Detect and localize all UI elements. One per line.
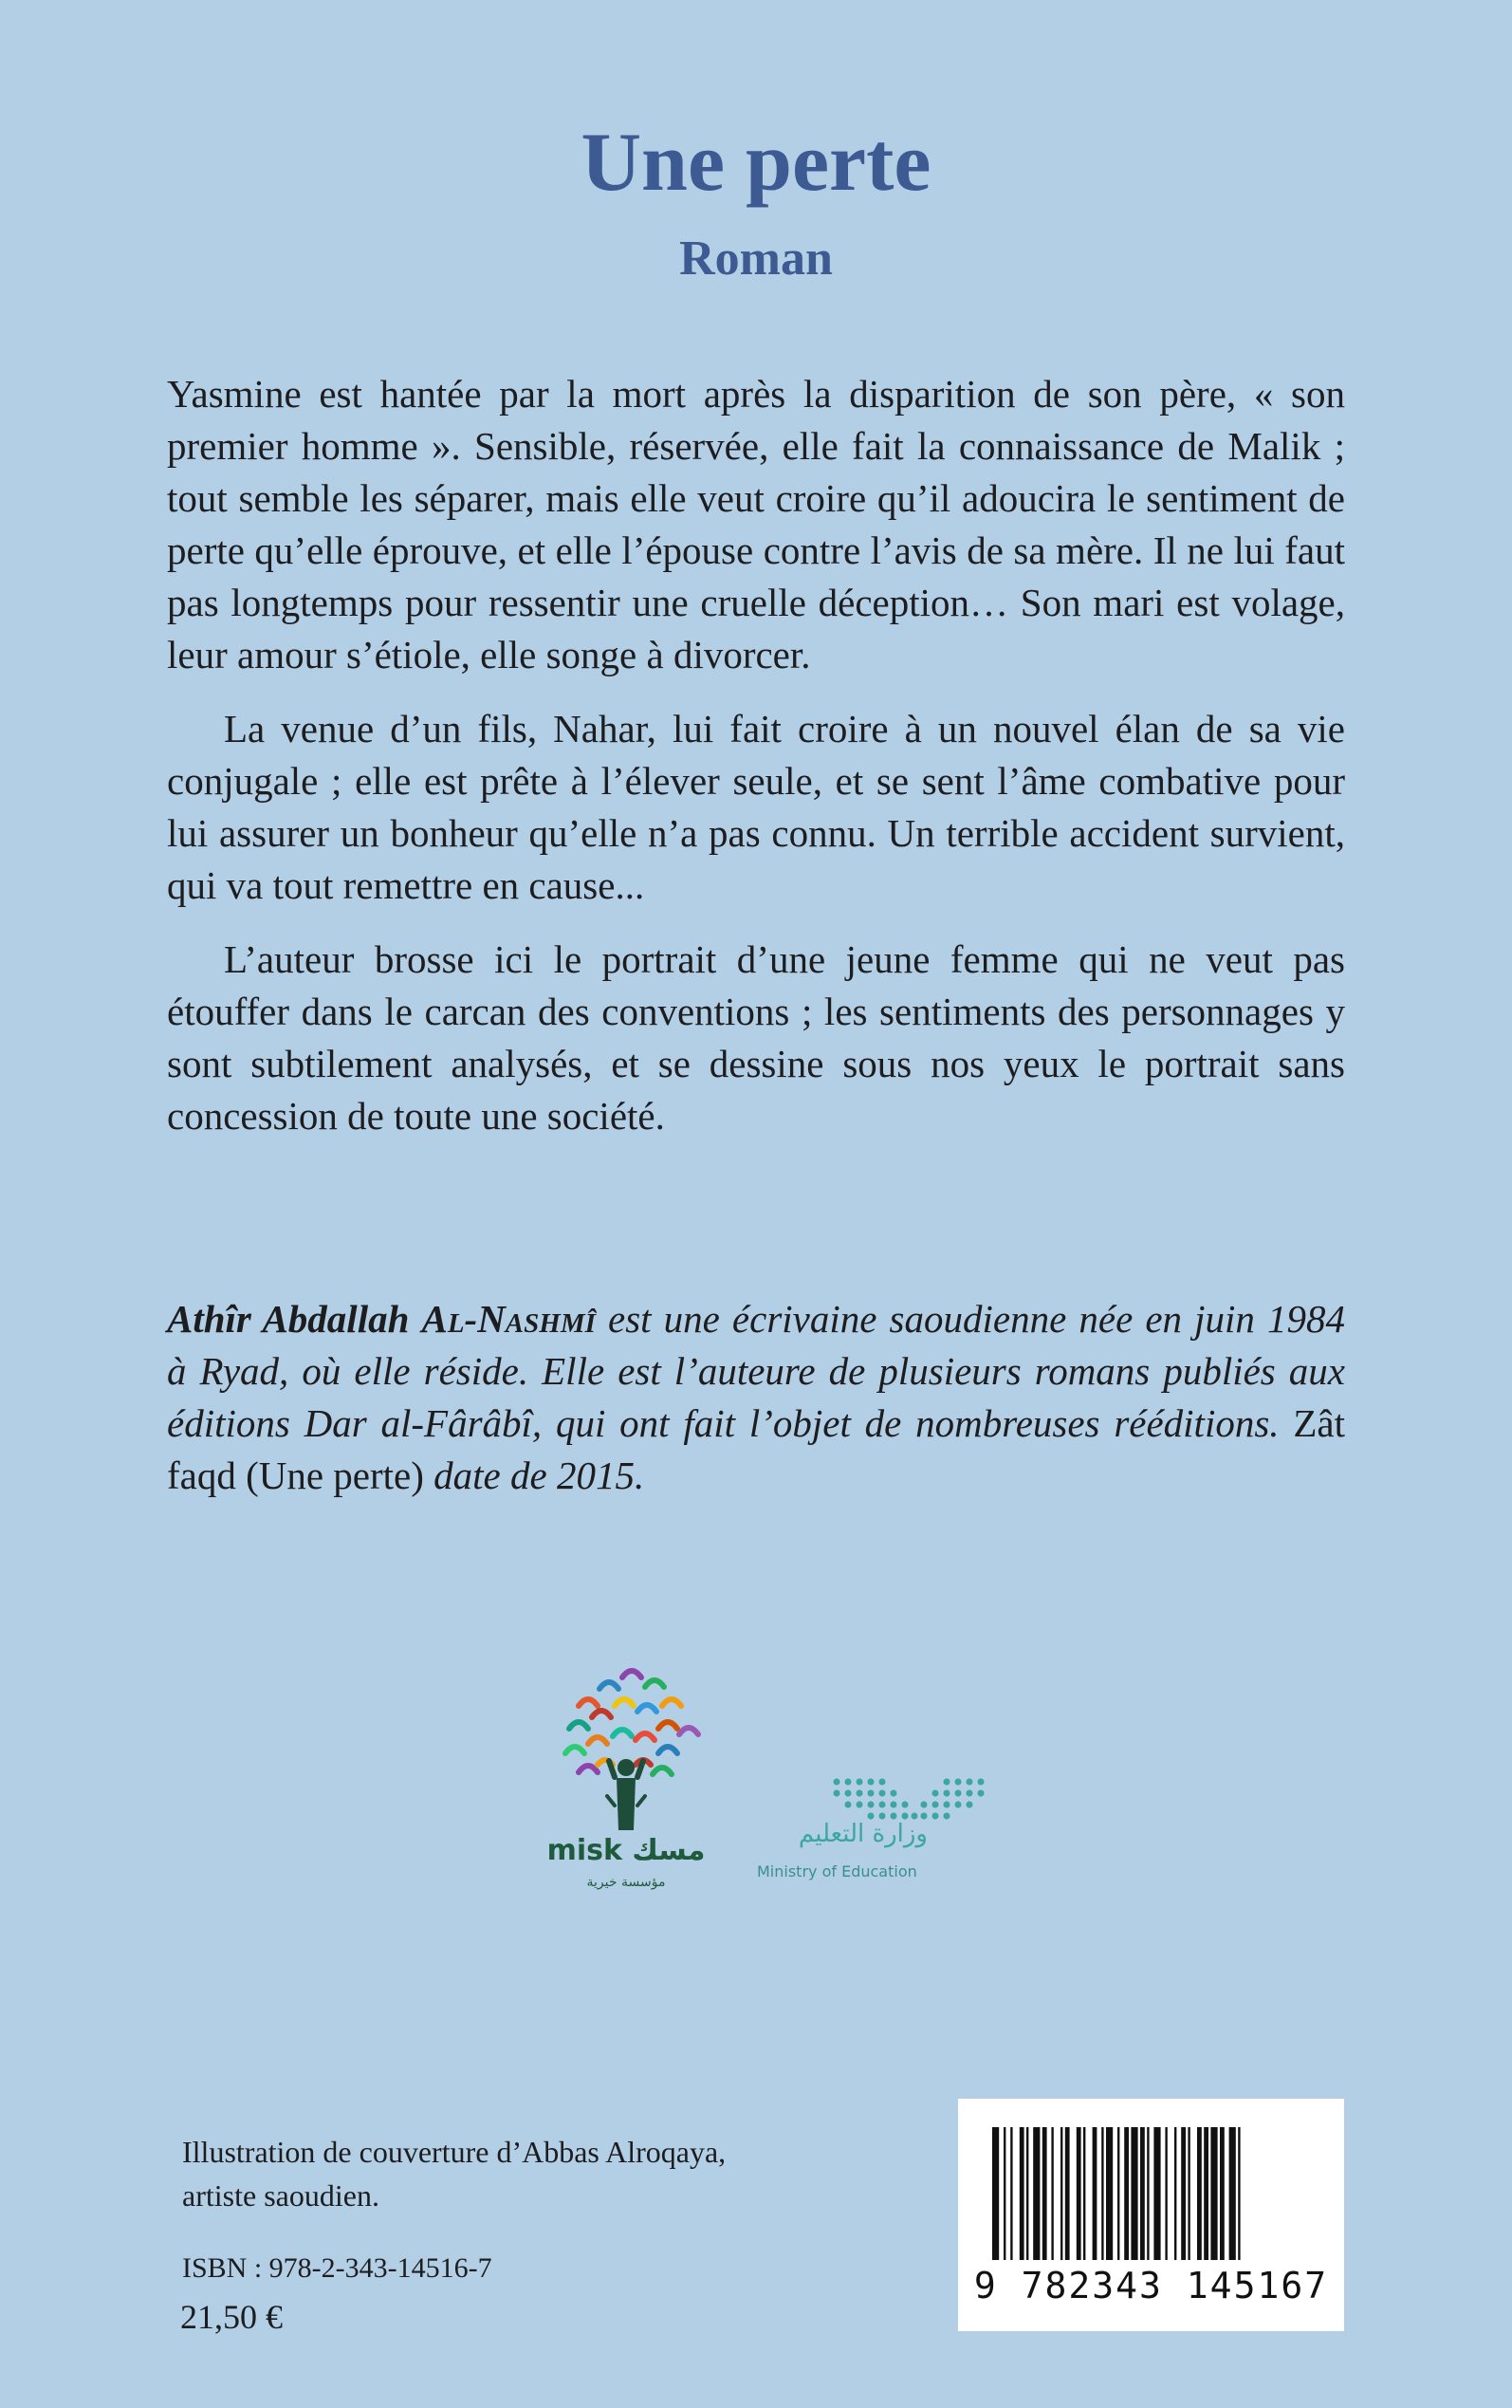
barcode-bar	[1083, 2127, 1085, 2260]
barcode-bar	[1174, 2127, 1176, 2260]
barcode-bar	[1042, 2127, 1047, 2260]
moe-english-name: Ministry of Education	[757, 1862, 917, 1880]
summary-paragraph-2: La venue d’un fils, Nahar, lui fait croire à un nouvel élan de sa vie conjugale ; elle est prête à l’élever seule, et se sent l’âme combative pour lui assurer un bonheur qu’elle n’a pas connu. Un terrible accident survient, qui va tout remettre en cause...	[167, 707, 1345, 907]
barcode-bar	[992, 2127, 999, 2260]
summary-paragraph-3: L’auteur brosse ici le portrait d’une jeune femme qui ne veut pas étouffer dans le carcan des conventions ; les sentiments des personnages y sont subtilement analysés, et se dessine sous nos yeux le portrait sans concession de toute une société.	[167, 937, 1345, 1138]
barcode-bar	[1147, 2127, 1149, 2260]
barcode-digits: 9 782343 145167	[973, 2265, 1329, 2306]
barcode-bar	[1229, 2127, 1236, 2260]
barcode-bar	[1131, 2127, 1137, 2260]
barcode-bar	[1106, 2127, 1113, 2260]
barcode-bar	[1065, 2127, 1070, 2260]
author-surname: Al-Nashmî	[421, 1297, 596, 1341]
barcode-bar	[1220, 2127, 1225, 2260]
barcode-bar	[1117, 2127, 1119, 2260]
isbn: ISBN : 978-2-343-14516-7	[182, 2252, 492, 2284]
barcode-bar	[1093, 2127, 1097, 2260]
misk-tree-icon	[541, 1649, 711, 1839]
author-bio	[167, 1293, 1345, 1502]
price: 21,50 €	[180, 2298, 283, 2336]
illustration-credit: Illustration de couverture d’Abbas Alroqaya, artiste saoudien.	[182, 2135, 727, 2213]
barcode-bar	[1060, 2127, 1062, 2260]
misk-subtitle: مؤسسة خيرية	[586, 1875, 666, 1890]
original-title: Zât faqd (Une perte)	[167, 1401, 1345, 1497]
author-bio-text: est une écrivaine saoudienne née en juin 1984 à Ryad, où elle réside. Elle est l’auteure de plusieurs romans publiés aux éditions Dar al-Fârâbî, qui ont fait l’objet de nombreuses rééditions.	[167, 1297, 1346, 1445]
barcode	[958, 2099, 1344, 2331]
barcode-bar	[1204, 2127, 1208, 2260]
barcode-bar	[1210, 2127, 1217, 2260]
author-first-names: Athîr Abdallah	[167, 1297, 422, 1341]
barcode-bar	[1140, 2127, 1145, 2260]
barcode-bar	[1188, 2127, 1189, 2260]
barcode-bar	[1101, 2127, 1103, 2260]
barcode-bar	[1153, 2127, 1160, 2260]
ministry-of-education-logo	[749, 1774, 996, 1888]
misk-wordmark: misk مسك	[546, 1834, 706, 1867]
barcode-bar	[1124, 2127, 1129, 2260]
barcode-bar	[1033, 2127, 1040, 2260]
summary	[167, 368, 1345, 1164]
barcode-bar	[1004, 2127, 1005, 2260]
misk-logo	[541, 1649, 711, 1896]
summary-paragraph-1: Yasmine est hantée par la mort après la disparition de son père, « son premier homme ». Sensible, réservée, elle fait la connaissance de Malik ; tout semble les séparer, mais elle veut croire qu’il adoucira le sentiment de perte qu’elle éprouve, et elle l’épouse contre l’avis de sa mère. Il ne lui faut pas longtemps pour ressentir une cruelle déception… Son mari est volage, leur amour s’étiole, elle songe à divorcer.	[167, 372, 1345, 676]
barcode-bar	[1010, 2127, 1012, 2260]
barcode-bar	[1026, 2127, 1028, 2260]
barcode-bars	[958, 2099, 1344, 2265]
book-genre: Roman	[679, 232, 833, 286]
barcode-bar	[1077, 2127, 1081, 2260]
barcode-bar	[1238, 2127, 1240, 2260]
barcode-bar	[1197, 2127, 1202, 2260]
book-title: Une perte	[581, 117, 931, 209]
moe-arabic-name: وزارة التعليم	[798, 1820, 928, 1848]
barcode-bar	[1165, 2127, 1167, 2260]
barcode-bar	[1020, 2127, 1024, 2260]
author-bio-date: date de 2015.	[433, 1454, 645, 1497]
barcode-bar	[1181, 2127, 1186, 2260]
barcode-bar	[1051, 2127, 1053, 2260]
